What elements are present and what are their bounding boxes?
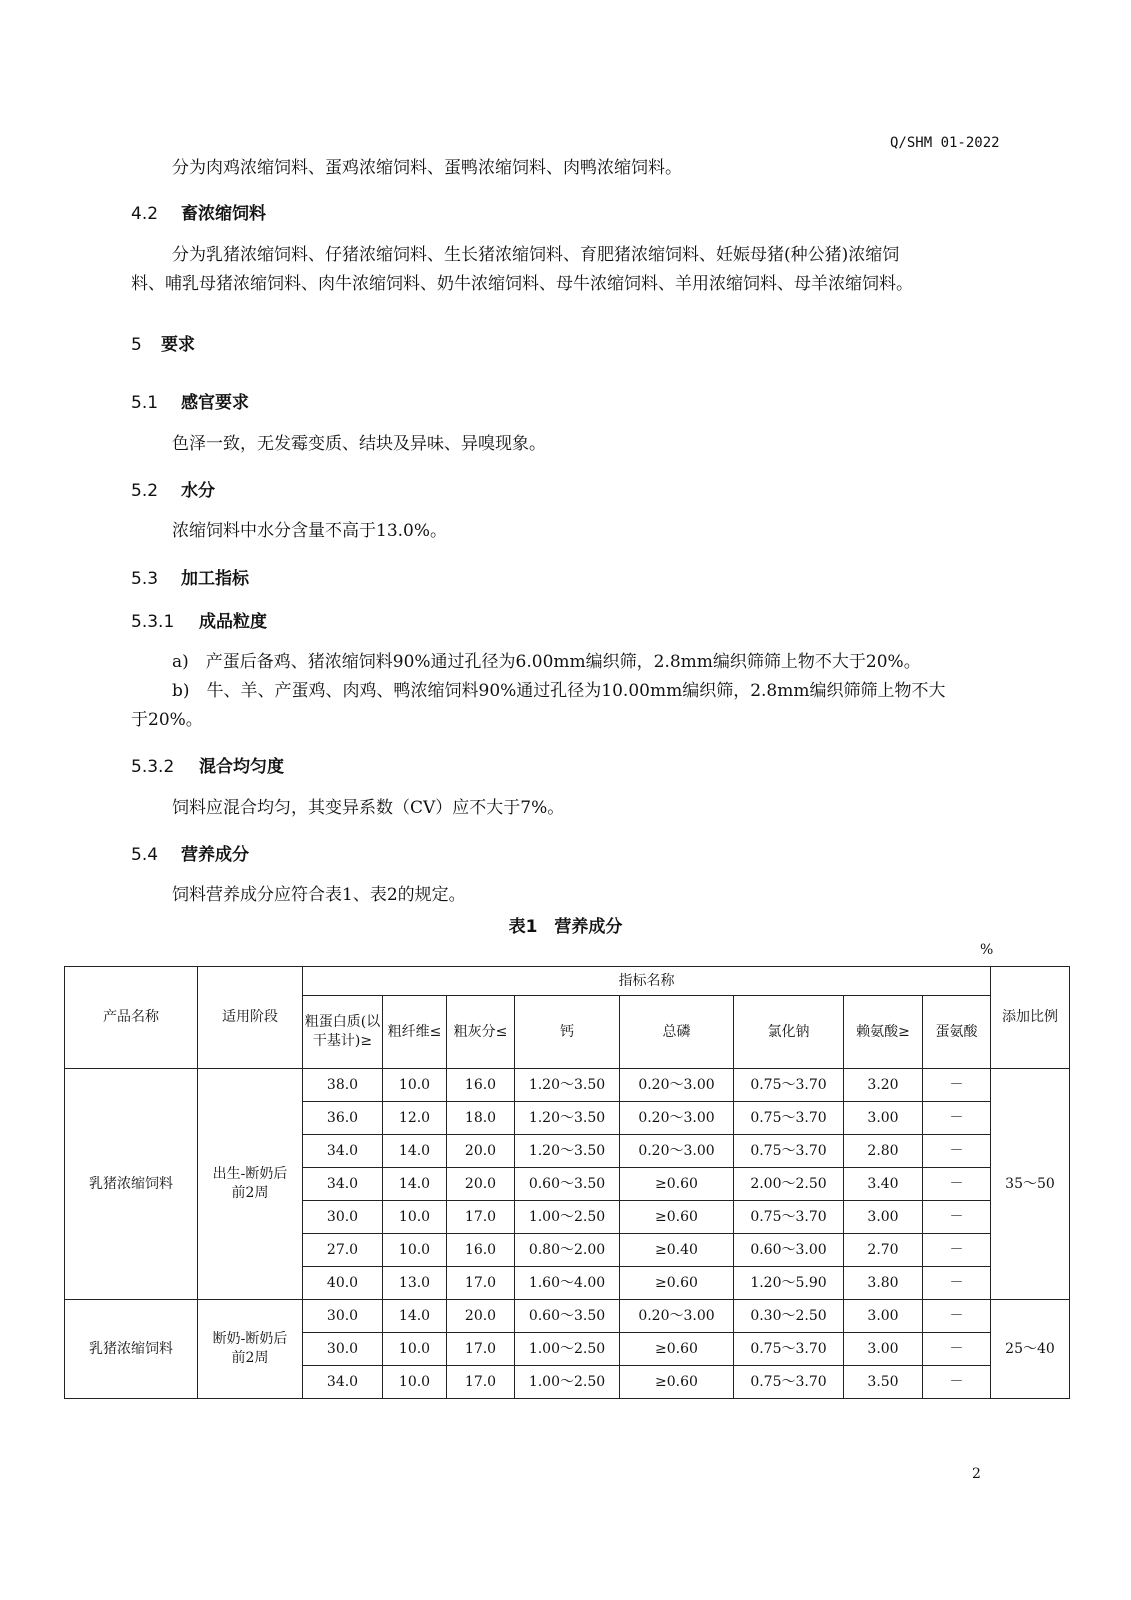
cell-crude-fiber: 14.0 — [383, 1300, 447, 1333]
cell-crude-protein: 34.0 — [303, 1366, 383, 1399]
section-4-2-line-1: 分为乳猪浓缩饲料、仔猪浓缩饲料、生长猪浓缩饲料、育肥猪浓缩饲料、妊娠母猪(种公猪)浓缩饲 — [172, 245, 900, 265]
cell-lysine: 3.00 — [844, 1201, 923, 1234]
section-5-3-2-heading — [131, 752, 284, 777]
cell-lysine: 2.70 — [844, 1234, 923, 1267]
cell-sodium-chloride: 0.75～3.70 — [734, 1333, 844, 1366]
cell-crude-fiber: 10.0 — [383, 1333, 447, 1366]
cell-crude-fiber: 10.0 — [383, 1069, 447, 1102]
cell-crude-protein: 34.0 — [303, 1168, 383, 1201]
cell-calcium: 0.80～2.00 — [515, 1234, 620, 1267]
cell-methionine: － — [923, 1267, 991, 1300]
header-product-name: 产品名称 — [65, 967, 198, 1069]
cell-methionine: － — [923, 1102, 991, 1135]
table-row — [65, 1069, 1070, 1102]
section-4-2-line-2: 料、哺乳母猪浓缩饲料、肉牛浓缩饲料、奶牛浓缩饲料、母牛浓缩饲料、羊用浓缩饲料、母羊浓缩饲料。 — [131, 274, 913, 294]
header-crude-fiber: 粗纤维≤ — [383, 996, 447, 1069]
section-title: 要求 — [161, 335, 195, 355]
cell-lysine: 3.00 — [844, 1300, 923, 1333]
cell-sodium-chloride: 2.00～2.50 — [734, 1168, 844, 1201]
cell-sodium-chloride: 0.75～3.70 — [734, 1201, 844, 1234]
cell-total-phosphorus: ≥0.60 — [620, 1201, 734, 1234]
header-indicator-group: 指标名称 — [303, 967, 991, 996]
table-1-title: 表1 营养成分 — [508, 917, 623, 937]
section-number: 5.2 — [131, 481, 159, 501]
section-title: 感官要求 — [181, 393, 249, 413]
section-5-4-heading — [131, 840, 249, 865]
cell-stage: 出生-断奶后前2周 — [198, 1069, 303, 1300]
section-5-3-2-text: 饲料应混合均匀，其变异系数（CV）应不大于7%。 — [172, 798, 565, 818]
cell-crude-protein: 30.0 — [303, 1201, 383, 1234]
cell-crude-ash: 20.0 — [447, 1300, 515, 1333]
section-5-2-text: 浓缩饲料中水分含量不高于13.0%。 — [172, 521, 448, 541]
header-stage: 适用阶段 — [198, 967, 303, 1069]
cell-sodium-chloride: 0.30～2.50 — [734, 1300, 844, 1333]
header-lysine: 赖氨酸≥ — [844, 996, 923, 1069]
cell-lysine: 3.00 — [844, 1333, 923, 1366]
section-title: 成品粒度 — [199, 612, 267, 632]
cell-crude-ash: 17.0 — [447, 1267, 515, 1300]
cell-crude-fiber: 12.0 — [383, 1102, 447, 1135]
cell-crude-protein: 36.0 — [303, 1102, 383, 1135]
cell-addition-ratio: 25～40 — [991, 1300, 1070, 1399]
section-4-2-heading — [131, 199, 266, 224]
cell-crude-protein: 34.0 — [303, 1135, 383, 1168]
header-addition-ratio: 添加比例 — [991, 967, 1070, 1069]
cell-lysine: 3.50 — [844, 1366, 923, 1399]
nutrition-table — [64, 966, 1070, 1399]
cell-lysine: 3.40 — [844, 1168, 923, 1201]
section-number: 5.3.2 — [131, 757, 175, 777]
header-methionine: 蛋氨酸 — [923, 996, 991, 1069]
cell-stage: 断奶-断奶后前2周 — [198, 1300, 303, 1399]
cell-methionine: － — [923, 1366, 991, 1399]
section-number: 5 — [131, 335, 142, 355]
cell-methionine: － — [923, 1234, 991, 1267]
cell-total-phosphorus: ≥0.60 — [620, 1366, 734, 1399]
cell-crude-protein: 27.0 — [303, 1234, 383, 1267]
cell-calcium: 1.20～3.50 — [515, 1135, 620, 1168]
cell-methionine: － — [923, 1333, 991, 1366]
header-crude-protein: 粗蛋白质(以干基计)≥ — [303, 996, 383, 1069]
cell-crude-fiber: 10.0 — [383, 1201, 447, 1234]
section-title: 水分 — [181, 481, 215, 501]
header-sodium-chloride: 氯化钠 — [734, 996, 844, 1069]
header-crude-ash: 粗灰分≤ — [447, 996, 515, 1069]
cell-product-name: 乳猪浓缩饲料 — [65, 1069, 198, 1300]
header-total-phosphorus: 总磷 — [620, 996, 734, 1069]
cell-crude-fiber: 10.0 — [383, 1234, 447, 1267]
cell-crude-fiber: 10.0 — [383, 1366, 447, 1399]
cell-total-phosphorus: 0.20～3.00 — [620, 1102, 734, 1135]
cell-total-phosphorus: 0.20～3.00 — [620, 1135, 734, 1168]
particle-size-item-b: b) 牛、羊、产蛋鸡、肉鸡、鸭浓缩饲料90%通过孔径为10.00mm编织筛，2.8mm编织筛筛上物不大 — [172, 681, 946, 701]
cell-lysine: 3.80 — [844, 1267, 923, 1300]
cell-crude-ash: 20.0 — [447, 1168, 515, 1201]
cell-crude-fiber: 14.0 — [383, 1135, 447, 1168]
cell-lysine: 2.80 — [844, 1135, 923, 1168]
cell-sodium-chloride: 0.60～3.00 — [734, 1234, 844, 1267]
cell-methionine: － — [923, 1300, 991, 1333]
cell-sodium-chloride: 0.75～3.70 — [734, 1366, 844, 1399]
cell-calcium: 1.20～3.50 — [515, 1102, 620, 1135]
cell-lysine: 3.00 — [844, 1102, 923, 1135]
section-5-1-heading — [131, 388, 249, 413]
cell-total-phosphorus: ≥0.60 — [620, 1168, 734, 1201]
cell-calcium: 0.60～3.50 — [515, 1300, 620, 1333]
section-5-1-text: 色泽一致，无发霉变质、结块及异味、异嗅现象。 — [172, 434, 546, 454]
section-title: 畜浓缩饲料 — [181, 204, 266, 224]
section-5-3-1-heading — [131, 607, 267, 632]
cell-sodium-chloride: 0.75～3.70 — [734, 1102, 844, 1135]
cell-total-phosphorus: 0.20～3.00 — [620, 1300, 734, 1333]
cell-crude-protein: 30.0 — [303, 1300, 383, 1333]
section-number: 4.2 — [131, 204, 159, 224]
cell-calcium: 0.60～3.50 — [515, 1168, 620, 1201]
cell-sodium-chloride: 1.20～5.90 — [734, 1267, 844, 1300]
cell-methionine: － — [923, 1135, 991, 1168]
cell-calcium: 1.00～2.50 — [515, 1333, 620, 1366]
cell-product-name: 乳猪浓缩饲料 — [65, 1300, 198, 1399]
section-number: 5.4 — [131, 845, 159, 865]
cell-crude-protein: 30.0 — [303, 1333, 383, 1366]
header-calcium: 钙 — [515, 996, 620, 1069]
cell-crude-ash: 16.0 — [447, 1069, 515, 1102]
particle-size-item-a: a) 产蛋后备鸡、猪浓缩饲料90%通过孔径为6.00mm编织筛，2.8mm编织筛筛上物不大于20%。 — [172, 652, 921, 672]
cell-crude-ash: 20.0 — [447, 1135, 515, 1168]
cell-calcium: 1.00～2.50 — [515, 1201, 620, 1234]
page-number: 2 — [972, 1466, 981, 1482]
cell-lysine: 3.20 — [844, 1069, 923, 1102]
section-5-2-heading — [131, 476, 215, 501]
particle-size-item-b-cont: 于20%。 — [131, 710, 203, 730]
section-5-4-text: 饲料营养成分应符合表1、表2的规定。 — [172, 885, 466, 905]
cell-total-phosphorus: ≥0.60 — [620, 1267, 734, 1300]
section-number: 5.3 — [131, 569, 159, 589]
cell-crude-fiber: 14.0 — [383, 1168, 447, 1201]
cell-total-phosphorus: 0.20～3.00 — [620, 1069, 734, 1102]
cell-total-phosphorus: ≥0.60 — [620, 1333, 734, 1366]
section-number: 5.1 — [131, 393, 159, 413]
section-5-heading — [131, 330, 195, 355]
section-number: 5.3.1 — [131, 612, 175, 632]
document-id: Q/SHM 01-2022 — [890, 135, 1000, 151]
section-5-3-heading — [131, 564, 249, 589]
cell-total-phosphorus: ≥0.40 — [620, 1234, 734, 1267]
cell-methionine: － — [923, 1168, 991, 1201]
cell-crude-ash: 18.0 — [447, 1102, 515, 1135]
cell-crude-fiber: 13.0 — [383, 1267, 447, 1300]
cell-crude-ash: 16.0 — [447, 1234, 515, 1267]
cell-calcium: 1.00～2.50 — [515, 1366, 620, 1399]
cell-methionine: － — [923, 1201, 991, 1234]
cell-sodium-chloride: 0.75～3.70 — [734, 1135, 844, 1168]
cell-crude-protein: 40.0 — [303, 1267, 383, 1300]
table-row — [65, 1300, 1070, 1333]
cell-calcium: 1.20～3.50 — [515, 1069, 620, 1102]
cell-crude-ash: 17.0 — [447, 1333, 515, 1366]
cell-crude-protein: 38.0 — [303, 1069, 383, 1102]
intro-paragraph: 分为肉鸡浓缩饲料、蛋鸡浓缩饲料、蛋鸭浓缩饲料、肉鸭浓缩饲料。 — [172, 158, 682, 178]
cell-crude-ash: 17.0 — [447, 1201, 515, 1234]
section-title: 营养成分 — [181, 845, 249, 865]
section-title: 混合均匀度 — [199, 757, 284, 777]
cell-addition-ratio: 35～50 — [991, 1069, 1070, 1300]
cell-calcium: 1.60～4.00 — [515, 1267, 620, 1300]
cell-sodium-chloride: 0.75～3.70 — [734, 1069, 844, 1102]
cell-methionine: － — [923, 1069, 991, 1102]
cell-crude-ash: 17.0 — [447, 1366, 515, 1399]
table-1-unit: % — [980, 942, 994, 958]
section-title: 加工指标 — [181, 569, 249, 589]
